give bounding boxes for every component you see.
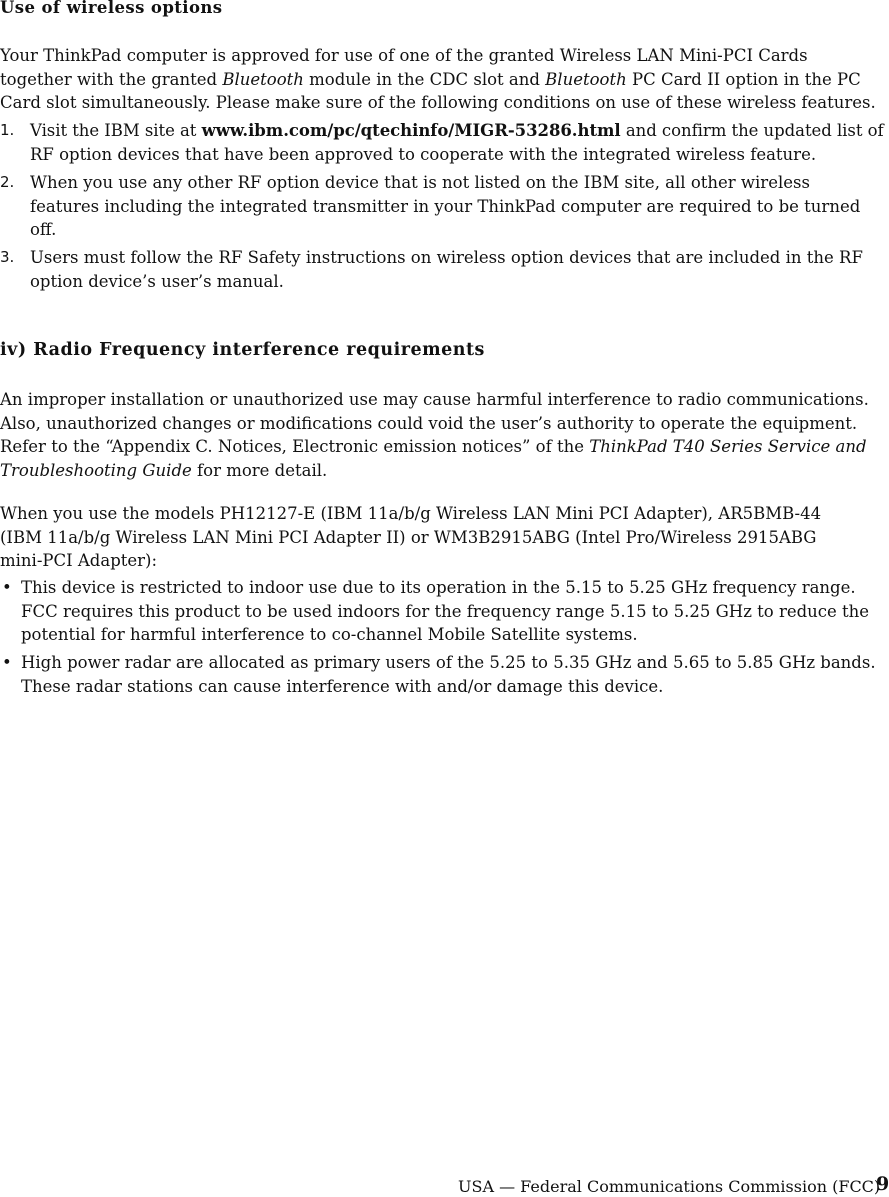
intro-text: together with the granted xyxy=(0,69,223,89)
intro-text: module in the CDC slot and xyxy=(303,69,546,89)
intro-paragraph xyxy=(0,44,885,115)
models-line: When you use the models PH12127-E (IBM 11a/b/g Wireless LAN Mini PCI Adapter), AR5BMB-44 xyxy=(0,504,822,523)
rf-paragraph xyxy=(0,388,885,482)
intro-text: PC Card II option in the PC xyxy=(626,69,861,89)
rf-line: Also, unauthorized changes or modifications could void the user’s authority to operate the equipment. xyxy=(0,413,858,433)
guide-title-italic: ThinkPad T40 Series Service and xyxy=(589,437,867,456)
page-footer: USA — Federal Communications Commission (FCC) xyxy=(458,1177,881,1196)
bullet-line: This device is restricted to indoor use due to its operation in the 5.15 to 5.25 GHz frequency range. xyxy=(21,578,856,597)
bullet-text xyxy=(21,576,885,647)
bluetooth-italic: Bluetooth xyxy=(222,69,304,89)
intro-line: Your ThinkPad computer is approved for use of one of the granted Wireless LAN Mini-PCI Cards xyxy=(0,46,808,65)
models-line: (IBM 11a/b/g Wireless LAN Mini PCI Adapter II) or WM3B2915ABG (Intel Pro/Wireless 2915ABG xyxy=(0,527,817,547)
item-number: 3. xyxy=(0,248,15,266)
item-text xyxy=(30,119,885,166)
item-line: features including the integrated transmitter in your ThinkPad computer are required to be turned xyxy=(30,196,861,216)
page-number: 9 xyxy=(876,1173,889,1195)
guide-title-italic: Troubleshooting Guide xyxy=(0,460,192,480)
section-heading-rf-interference: iv) Radio Frequency interference requirements xyxy=(0,340,485,360)
rf-line: An improper installation or unauthorized use may cause harmful interference to radio communications. xyxy=(0,390,869,409)
item-text xyxy=(30,246,885,293)
rf-text: Refer to the “Appendix C. Notices, Electronic emission notices” of the xyxy=(0,437,590,456)
item-number: 1. xyxy=(0,121,15,139)
ibm-site-link[interactable]: www.ibm.com/pc/qtechinfo/MIGR-53286.html xyxy=(201,121,621,140)
bullet-mark: • xyxy=(2,578,12,597)
item-text-part: and confirm the updated list of xyxy=(620,121,884,140)
models-paragraph xyxy=(0,502,885,573)
intro-line xyxy=(0,68,885,92)
bluetooth-italic: Bluetooth xyxy=(545,69,627,89)
models-line: mini-PCI Adapter): xyxy=(0,551,158,570)
item-line: option device’s user’s manual. xyxy=(30,271,284,291)
item-line: When you use any other RF option device that is not listed on the IBM site, all other wireless xyxy=(30,173,810,192)
item-text-part: Visit the IBM site at xyxy=(30,121,202,140)
section-heading-wireless-options: Use of wireless options xyxy=(0,0,223,17)
item-line xyxy=(30,119,885,143)
bullet-line: potential for harmful interference to co-channel Mobile Satellite systems. xyxy=(21,625,638,644)
bullet-line: These radar stations can cause interference with and/or damage this device. xyxy=(21,676,664,696)
intro-line: Card slot simultaneously. Please make sure of the following conditions on use of these wireless features. xyxy=(0,93,876,112)
bullet-text xyxy=(21,651,885,698)
bullet-mark: • xyxy=(2,653,12,672)
rf-line xyxy=(0,459,885,483)
rf-text: for more detail. xyxy=(191,460,328,480)
item-line: RF option devices that have been approved to cooperate with the integrated wireless feature. xyxy=(30,144,817,164)
bullet-line: FCC requires this product to be used indoors for the frequency range 5.15 to 5.25 GHz to reduce the xyxy=(21,601,870,621)
item-line: off. xyxy=(30,220,57,239)
item-number: 2. xyxy=(0,173,15,191)
bullet-line: High power radar are allocated as primary users of the 5.25 to 5.35 GHz and 5.65 to 5.85 GHz bands. xyxy=(21,653,876,672)
item-line: Users must follow the RF Safety instructions on wireless option devices that are included in the RF xyxy=(30,248,863,267)
item-text xyxy=(30,171,885,242)
rf-line xyxy=(0,435,885,459)
